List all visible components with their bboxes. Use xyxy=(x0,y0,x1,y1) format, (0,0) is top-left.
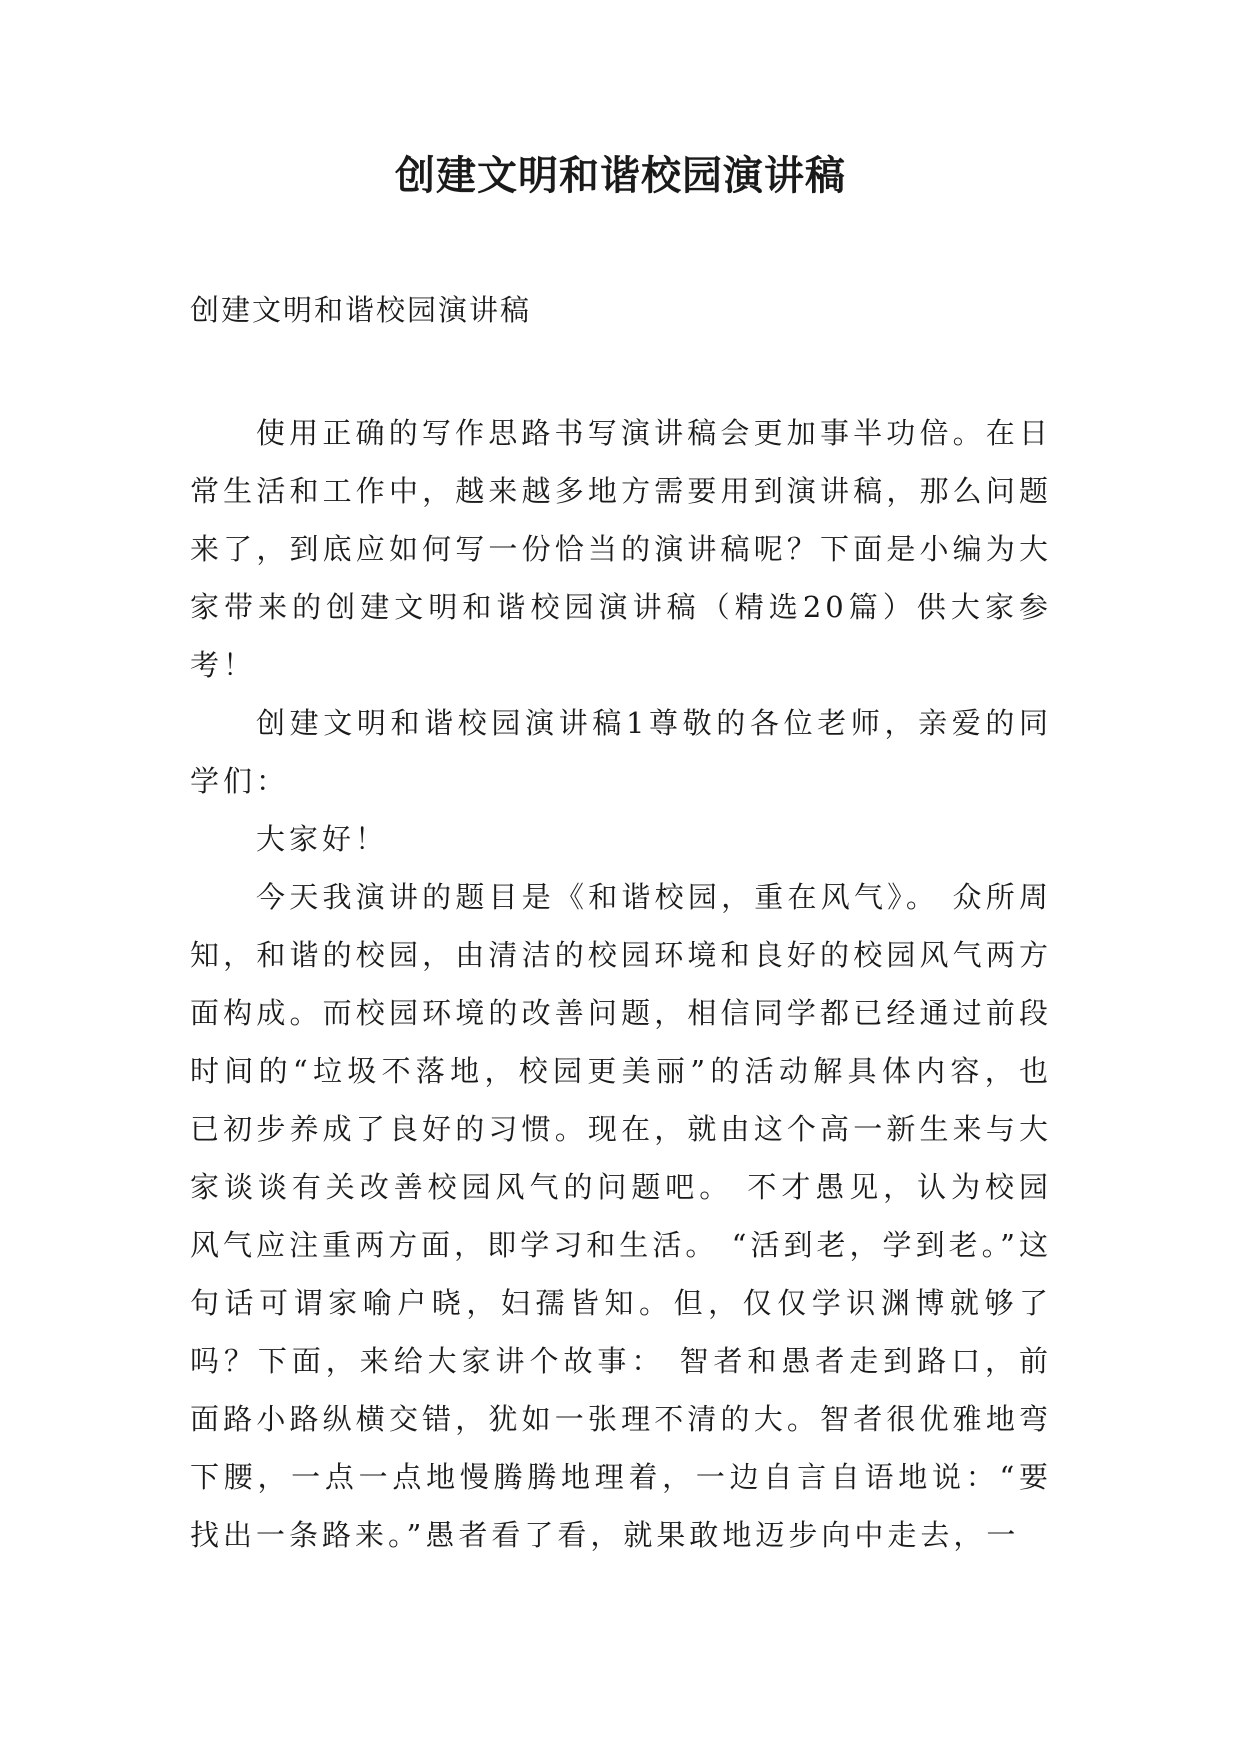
document-subtitle: 创建文明和谐校园演讲稿 xyxy=(190,293,532,327)
paragraph-salutation: 创建文明和谐校园演讲稿1尊敬的各位老师，亲爱的同学们： xyxy=(190,706,1052,798)
paragraph-speech-body: 今天我演讲的题目是《和谐校园，重在风气》。 众所周知，和谐的校园，由清洁的校园环境和良好的校园风气两方面构成。而校园环境的改善问题，相信同学都已经通过前段时间的“垃圾不落地，校园更美丽”的活动解具体内容，也已初步养成了良好的习惯。现在，就由这个高一新生来与大家谈谈有关改善校园风气的问题吧。 不才愚见，认为校园风气应注重两方面，即学习和生活。 “活到老，学到老。”这句话可谓家喻户晓，妇孺皆知。但，仅仅学识渊博就够了吗？下面，来给大家讲个故事： 智者和愚者走到路口，前面路小路纵横交错，犹如一张理不清的大。智者很优雅地弯下腰，一点一点地慢腾腾地理着，一边自言自语地说：“要找出一条路来。”愚者看了看，就果敢地迈步向中走去，一 xyxy=(190,880,1052,1552)
paragraph-greeting: 大家好！ xyxy=(256,822,389,856)
paragraph-intro: 使用正确的写作思路书写演讲稿会更加事半功倍。在日常生活和工作中，越来越多地方需要用到演讲稿，那么问题来了，到底应如何写一份恰当的演讲稿呢？下面是小编为大家带来的创建文明和谐校园演讲稿（精选20篇）供大家参考！ xyxy=(190,416,1052,682)
document-title: 创建文明和谐校园演讲稿 xyxy=(395,152,846,199)
document-body xyxy=(190,404,1052,1564)
